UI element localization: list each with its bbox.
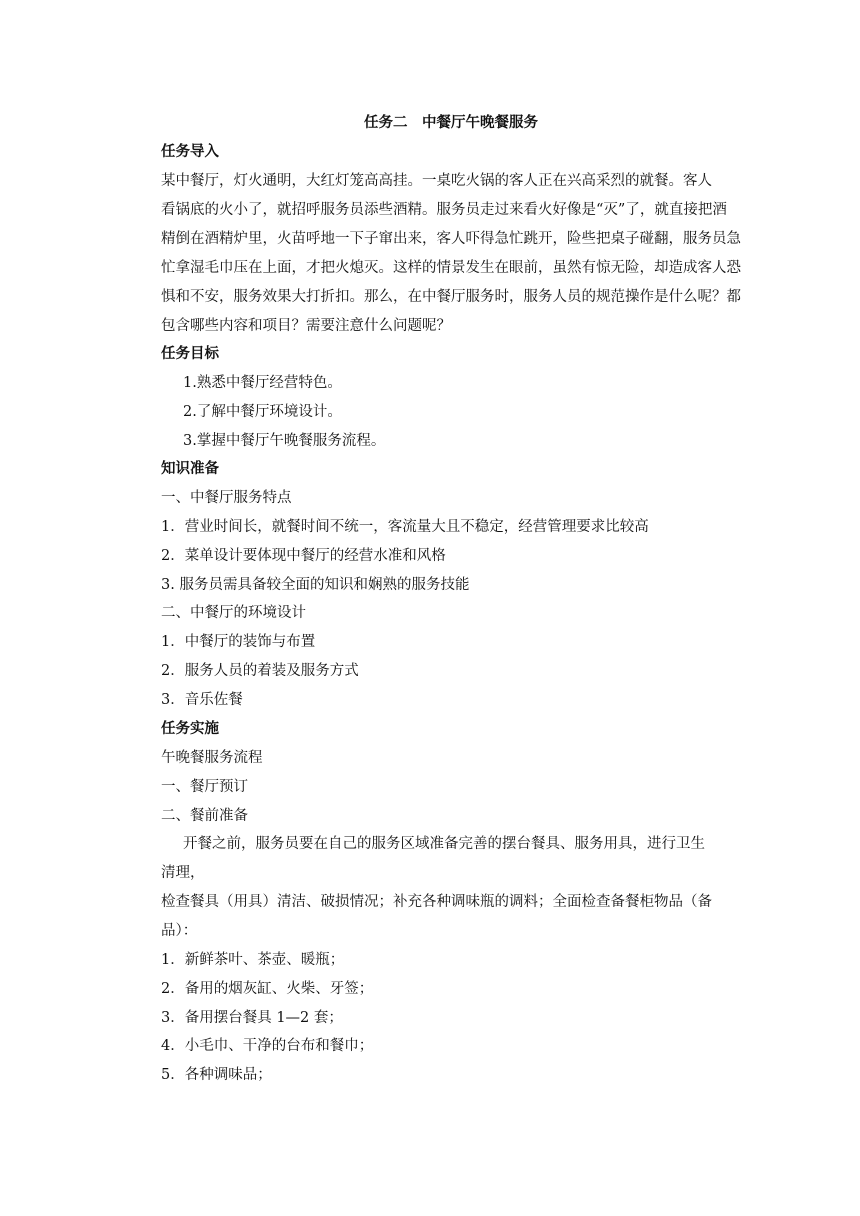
intro-line: 包含哪些内容和项目？需要注意什么问题呢？ [161,318,451,334]
paragraph-line: 检查餐具（用具）清洁、破损情况；补充各种调味瓶的调料；全面检查备餐柜物品（备 [161,894,712,910]
paragraph-line: 品）： [161,923,198,939]
list-item: 2．备用的烟灰缸、火柴、牙签； [161,981,374,997]
goal-item: 1.熟悉中餐厅经营特色。 [183,375,342,391]
goal-item: 3.掌握中餐厅午晚餐服务流程。 [183,433,386,449]
knowledge-item: 1．中餐厅的装饰与布置 [161,634,316,650]
list-item: 1．新鲜茶叶、茶壶、暖瓶； [161,952,345,968]
knowledge-section-title: 二、中餐厅的环境设计 [161,605,306,621]
knowledge-section-title: 一、中餐厅服务特点 [161,490,292,506]
knowledge-item: 1．营业时间长，就餐时间不统一，客流量大且不稳定，经营管理要求比较高 [161,519,649,535]
list-item: 4．小毛巾、干净的台布和餐巾； [161,1038,374,1054]
goal-item: 2.了解中餐厅环境设计。 [183,404,342,420]
knowledge-heading: 知识准备 [161,461,219,477]
intro-line: 看锅底的火小了，就招呼服务员添些酒精。服务员走过来看火好像是“灭”了，就直接把酒 [161,202,727,218]
intro-line: 惧和不安，服务效果大打折扣。那么，在中餐厅服务时，服务人员的规范操作是什么呢？都 [161,289,741,305]
goals-heading: 任务目标 [161,346,219,362]
knowledge-item: 3．音乐佐餐 [161,692,243,708]
paragraph-line: 开餐之前，服务员要在自己的服务区域准备完善的摆台餐具、服务用具，进行卫生 [183,836,705,852]
knowledge-item: 2．服务人员的着装及服务方式 [161,663,359,679]
intro-line: 精倒在酒精炉里，火苗呼地一下子窜出来，客人吓得急忙跳开，险些把桌子碰翻，服务员急 [161,231,741,247]
knowledge-item: 3. 服务员需具备较全面的知识和娴熟的服务技能 [161,577,470,593]
implementation-subtitle: 午晚餐服务流程 [161,750,263,766]
intro-line: 某中餐厅，灯火通明，大红灯笼高高挂。一桌吃火锅的客人正在兴高采烈的就餐。客人 [161,173,712,189]
step-title: 二、餐前准备 [161,808,248,824]
step-title: 一、餐厅预订 [161,779,248,795]
page-title: 任务二 中餐厅午晚餐服务 [364,115,538,131]
paragraph-line: 清理， [161,865,205,881]
list-item: 5．各种调味品； [161,1067,272,1083]
knowledge-item: 2．菜单设计要体现中餐厅的经营水准和风格 [161,548,446,564]
list-item: 3．备用摆台餐具 1—2 套； [161,1010,343,1026]
intro-line: 忙拿湿毛巾压在上面，才把火熄灭。这样的情景发生在眼前，虽然有惊无险，却造成客人恐 [161,260,741,276]
implementation-heading: 任务实施 [161,721,219,737]
intro-heading: 任务导入 [161,144,219,160]
